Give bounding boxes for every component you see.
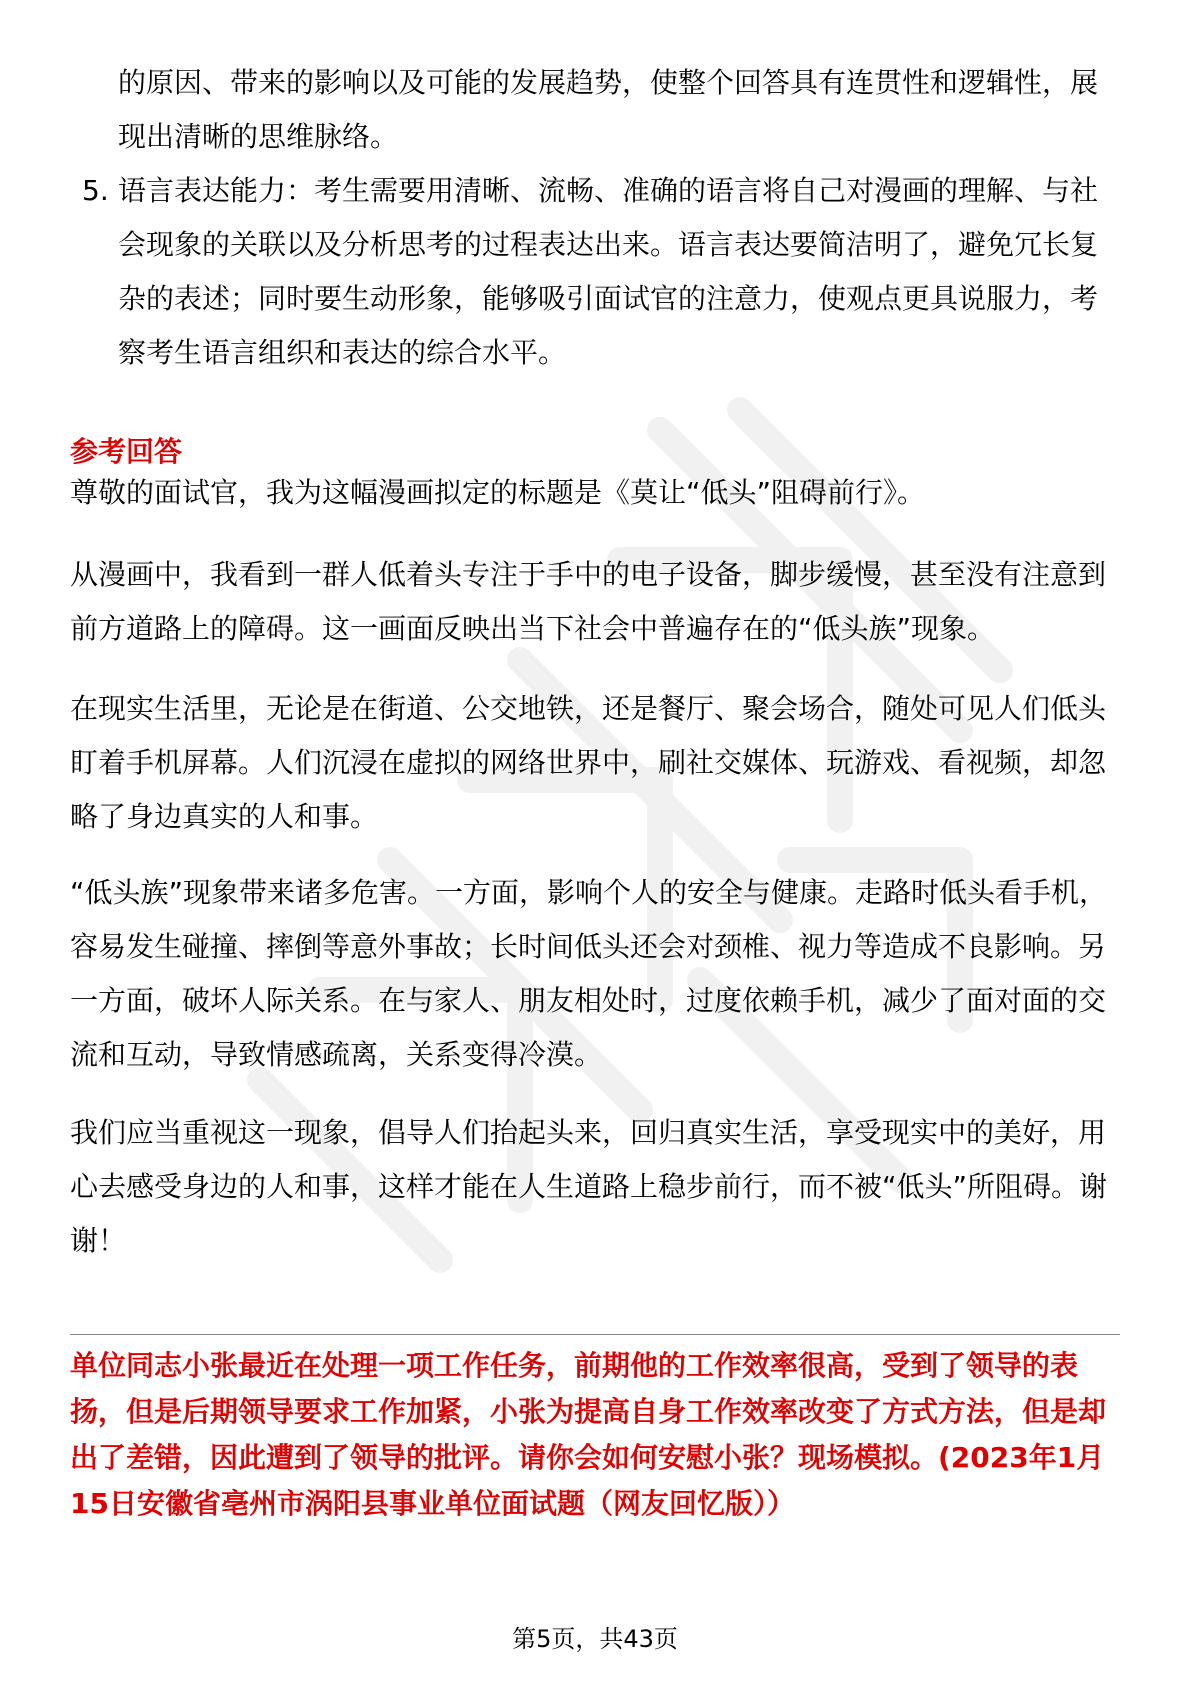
list-item-4-continuation: 的原因、带来的影响以及可能的发展趋势，使整个回答具有连贯性和逻辑性，展现出清晰的思维脉络。 [118, 66, 1099, 153]
list-item-number: 5. [82, 174, 109, 207]
page-number: 第5页，共43页 [512, 1625, 678, 1653]
list-item-text: 语言表达能力：考生需要用清晰、流畅、准确的语言将自己对漫画的理解、与社会现象的关联以及分析思考的过程表达出来。语言表达要简洁明了，避免冗长复杂的表述；同时要生动形象，能够吸引面试官的注意力，使观点更具说服力，考察考生语言组织和表达的综合水平。 [118, 174, 1099, 369]
next-question: 单位同志小张最近在处理一项工作任务，前期他的工作效率很高，受到了领导的表扬，但是后期领导要求工作加紧，小张为提高自身工作效率改变了方式方法，但是却出了差错，因此遭到了领导的批评。请你会如何安慰小张？现场模拟。(2023年1月15日安徽省亳州市涡阳县事业单位面试题（网友回忆版）） [70, 1349, 1107, 1520]
section-divider [70, 1334, 1120, 1335]
answer-paragraph-2: 从漫画中，我看到一群人低着头专注于手中的电子设备，脚步缓慢，甚至没有注意到前方道路上的障碍。这一画面反映出当下社会中普遍存在的“低头族”现象。 [70, 558, 1107, 645]
answer-paragraph-4: “低头族”现象带来诸多危害。一方面，影响个人的安全与健康。走路时低头看手机，容易发生碰撞、摔倒等意外事故；长时间低头还会对颈椎、视力等造成不良影响。另一方面，破坏人际关系。在与家人、朋友相处时，过度依赖手机，减少了面对面的交流和互动，导致情感疏离，关系变得冷漠。 [70, 876, 1108, 1071]
section-heading: 参考回答 [70, 435, 183, 468]
answer-paragraph-3: 在现实生活里，无论是在街道、公交地铁，还是餐厅、聚会场合，随处可见人们低头盯着手机屏幕。人们沉浸在虚拟的网络世界中，刷社交媒体、玩游戏、看视频，却忽略了身边真实的人和事。 [70, 692, 1107, 833]
answer-paragraph-1: 尊敬的面试官，我为这幅漫画拟定的标题是《莫让“低头”阻碍前行》。 [70, 476, 926, 509]
answer-paragraph-5: 我们应当重视这一现象，倡导人们抬起头来，回归真实生活，享受现实中的美好，用心去感受身边的人和事，这样才能在人生道路上稳步前行，而不被“低头”所阻碍。谢谢！ [70, 1116, 1108, 1257]
list-item-5 [82, 164, 1118, 380]
